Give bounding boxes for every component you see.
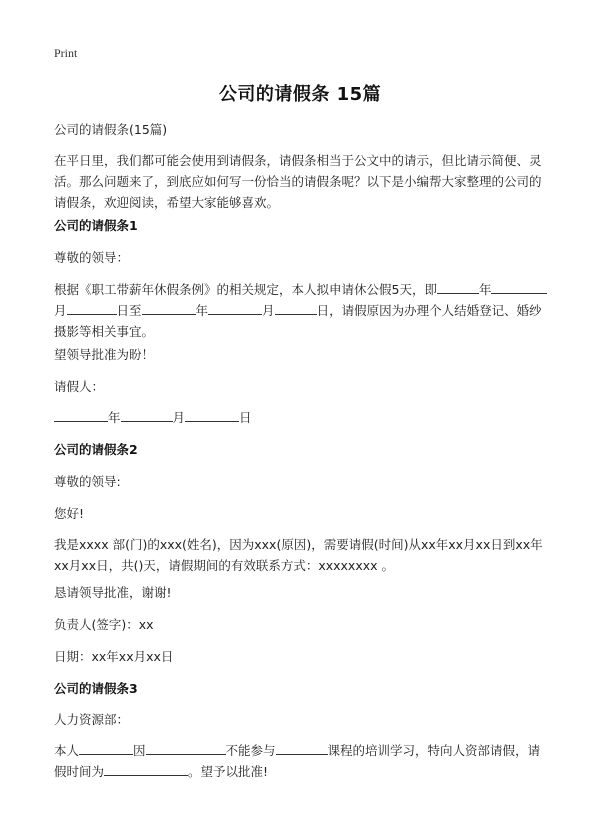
label-month: 月	[54, 303, 67, 318]
blank-line	[208, 302, 262, 315]
section-3-text: 。望予以批准!	[188, 764, 269, 779]
blank-line	[54, 409, 108, 422]
label-year: 年	[195, 303, 209, 318]
blank-line	[276, 742, 328, 755]
section-2-body: 我是xxxx 部(门)的xxx(姓名)，因为xxx(原因)，需要请假(时间)从xx年xx月xx日到xx年xx月xx日，共()天，请假期间的有效联系方式：xxxxxxxx 。	[54, 537, 543, 573]
section-3-text: 课程的培训学习，特向人资部请假	[327, 743, 516, 758]
blank-line	[67, 302, 117, 315]
label-day: 日	[239, 410, 252, 425]
blank-line	[104, 763, 188, 776]
blank-line	[146, 742, 226, 755]
section-2-greeting: 尊敬的领导:	[54, 474, 121, 489]
document-title: 公司的请假条 15篇	[218, 84, 382, 105]
blank-line	[491, 281, 547, 294]
section-2-closing: 恳请领导批准，谢谢!	[54, 585, 172, 600]
section-3-text: 不能参与	[225, 743, 276, 758]
blank-line	[185, 409, 239, 422]
section-1-body	[54, 279, 548, 342]
section-1-body-lead: 根据《职工带薪年休假条例》的相关规定，本人拟申请休公假5天，即	[54, 282, 437, 297]
blank-line	[121, 409, 173, 422]
label-year: 年	[478, 282, 492, 297]
blank-line	[142, 302, 196, 315]
section-3-text: 本人	[54, 743, 80, 758]
section-1-greeting: 尊敬的领导：	[54, 250, 130, 265]
label-month: 月	[262, 303, 275, 318]
print-label: Print	[54, 46, 78, 60]
blank-line	[275, 302, 317, 315]
section-1-closing: 望领导批准为盼！	[54, 347, 155, 362]
label-month: 月	[172, 410, 186, 425]
section-3-heading: 公司的请假条3	[54, 681, 138, 696]
blank-line	[79, 742, 133, 755]
section-2-hello: 您好!	[54, 506, 85, 521]
section-3-body	[54, 740, 548, 782]
document-subtitle: 公司的请假条(15篇)	[54, 122, 168, 137]
section-2-heading: 公司的请假条2	[54, 442, 138, 457]
section-1-heading: 公司的请假条1	[54, 218, 138, 233]
section-2-signer: 负责人(签字)：xx	[54, 617, 154, 632]
section-3-greeting: 人力资源部：	[54, 712, 130, 727]
section-1-date-line	[54, 407, 548, 428]
label-day-to: 日至	[116, 303, 142, 318]
section-3-text: 因	[133, 743, 146, 758]
section-2-date: 日期：xx年xx月xx日	[54, 649, 174, 664]
label-day: 日	[316, 303, 330, 318]
section-3-text: ，请假时间为	[54, 743, 541, 779]
blank-line	[437, 281, 479, 294]
section-1-applicant: 请假人：	[54, 379, 105, 394]
intro-paragraph: 在平日里，我们都可能会使用到请假条，请假条相当于公文中的请示，但比请示简便、灵活。那么问题来了，到底应如何写一份恰当的请假条呢？以下是小编帮大家整理的公司的请假条，欢迎阅读，希望大家能够喜欢。	[54, 153, 542, 210]
section-1-body-tail: ，请假原因为办理个人结婚登记、婚纱摄影等相关事宜。	[54, 303, 542, 339]
label-year: 年	[108, 410, 121, 425]
